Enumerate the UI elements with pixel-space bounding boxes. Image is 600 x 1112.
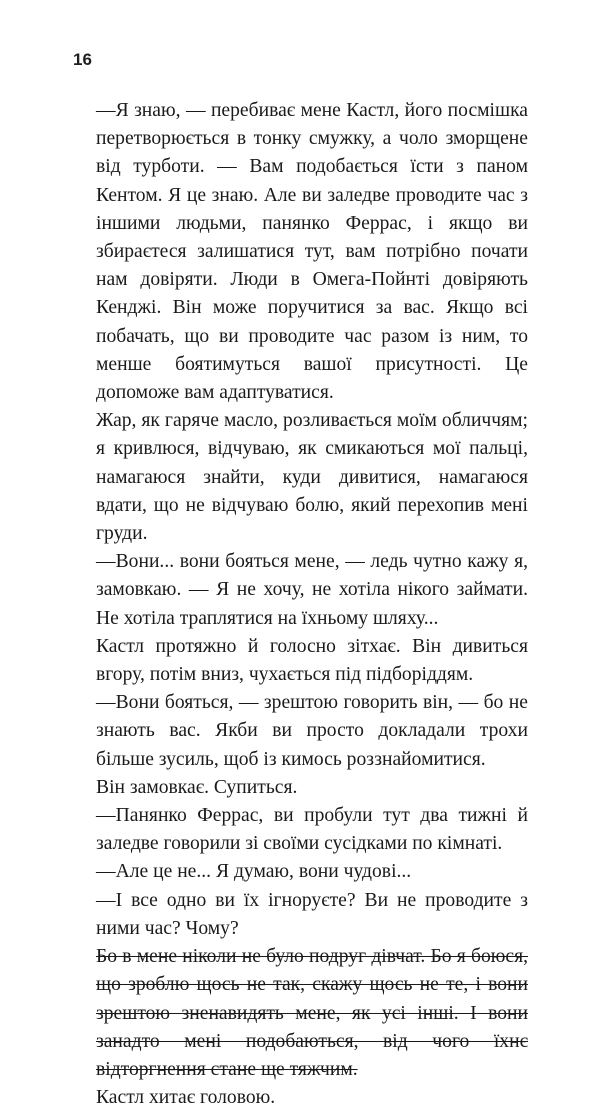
paragraph: Кастл протяжно й голосно зітхає. Він дивиться вгору, потім вниз, чухається під підборіддям. [96,635,528,686]
paragraph: Жар, як гаряче масло, розливається моїм обличчям; я кривлюся, відчуваю, як смикаються мої пальці, намагаюся знайти, куди дивитися, намагаюся вдати, що не відчуваю болю, який перехопив мені груди. [96,410,528,545]
paragraph: —Вони... вони бояться мене, — ледь чутно кажу я, замовкаю. — Я не хочу, не хотіла нікого займати. Не хотіла траплятися на їхньому шляху... [96,551,528,629]
paragraph: Він замовкає. Супиться. [96,776,298,798]
struck-through-text: Бо в мене ніколи не було подруг дівчат. Бо я боюся, що зроблю щось не так, скажу щось не те, і вони зрештою зненавидять мене, як усі інші. І вони занадто мені подобаються, від чого їхнє відторгнення стане ще тяжчим. [96,946,528,1080]
paragraph: —Панянко Феррас, ви пробули тут два тижні й заледве говорили зі своїми сусідками по кімнаті. [96,805,528,855]
page-number: 16 [73,50,92,69]
paragraph: —Я знаю, — перебиває мене Кастл, його посмішка перетворюється в тонку смужку, а чоло зморщене від турботи. — Вам подобається їсти з паном Кентом. Я це знаю. Але ви заледве проводите час з іншими людьми, панянко Феррас, і якщо ви збираєтеся залишатися тут, вам потрібно почати нам довіряти. Люди в Омега-Пойнті довіряють Кенджі. Він може поручитися за вас. Якщо всі побачать, що ви проводите час разом із ним, то менше боятимуться вашої присутності. Це допоможе вам адаптуватися. [96,100,528,404]
paragraph: —І все одно ви їх ігноруєте? Ви не проводите з ними час? Чому? [96,889,528,939]
paragraph: —Але це не... Я думаю, вони чудові... [96,861,412,883]
struck-through-paragraph [96,943,528,1084]
paragraph: Кастл хитає головою. [96,1087,276,1109]
text-body [96,97,528,1112]
paragraph: —Вони бояться, — зрештою говорить він, — бо не знають вас. Якби ви просто докладали трохи більше зусиль, щоб із кимось роззнайомитися. [96,692,528,770]
